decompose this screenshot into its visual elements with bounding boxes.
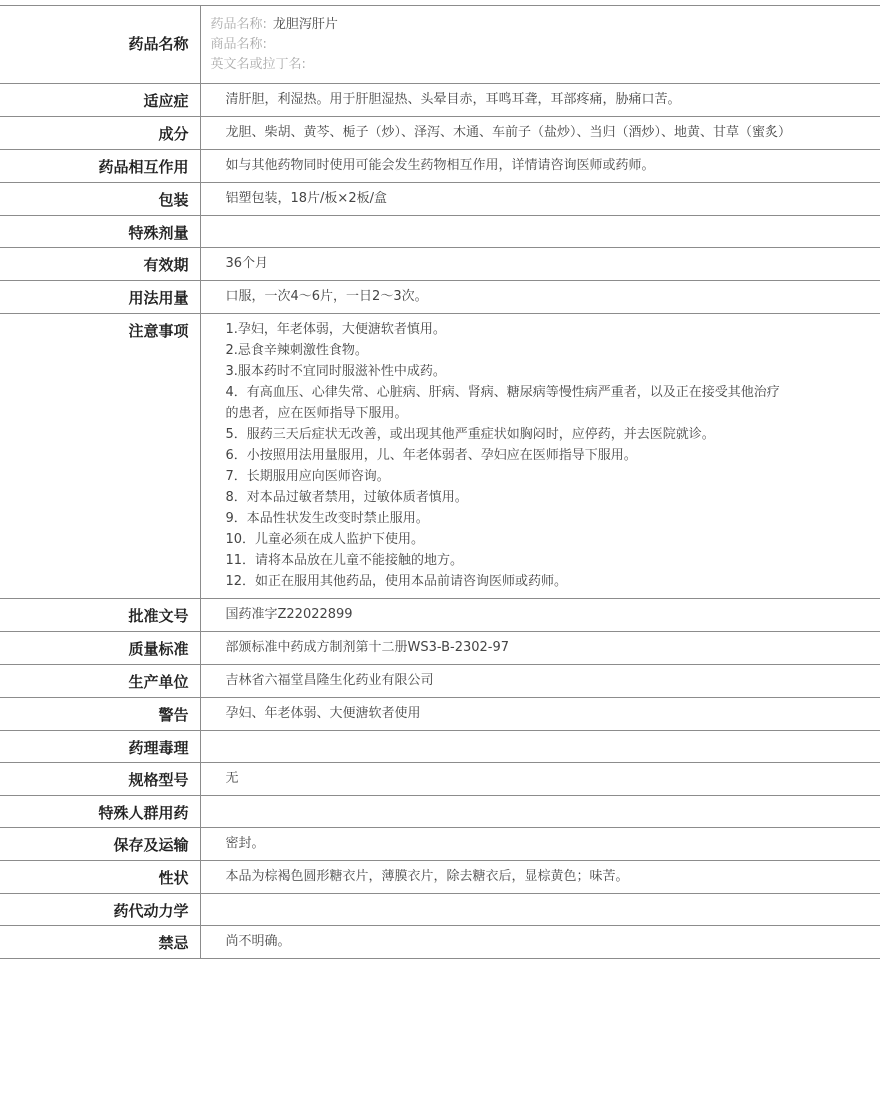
precaution-item: 7．长期服用应向医师咨询。: [225, 469, 390, 484]
precaution-item: 5．服药三天后症状无改善，或出现其他严重症状如胸闷时，应停药，并去医院就诊。: [225, 427, 715, 442]
row-value-toxicology: [200, 731, 880, 763]
row-usage: [0, 281, 880, 314]
row-drug-name: [0, 6, 880, 84]
row-label-appearance: 性状: [0, 861, 200, 894]
row-standard: [0, 632, 880, 665]
precaution-item: 8．对本品过敏者禁用，过敏体质者慎用。: [225, 490, 468, 505]
row-precautions: [0, 314, 880, 599]
row-value-drug-name: [200, 6, 880, 84]
row-validity: [0, 248, 880, 281]
row-label-indications: 适应症: [0, 84, 200, 117]
row-warning: [0, 698, 880, 731]
row-label-storage: 保存及运输: [0, 828, 200, 861]
precaution-item: 3.服本药时不宜同时服滋补性中成药。: [225, 364, 446, 379]
english-name-line: [211, 55, 861, 75]
row-label-drug-name: 药品名称: [0, 6, 200, 84]
row-manufacturer: [0, 665, 880, 698]
row-label-warning: 警告: [0, 698, 200, 731]
row-label-precautions: 注意事项: [0, 314, 200, 599]
row-value-warning: 孕妇、年老体弱、大便溏软者使用: [200, 698, 880, 731]
row-label-standard: 质量标准: [0, 632, 200, 665]
row-value-indications: 清肝胆，利湿热。用于肝胆湿热、头晕目赤，耳鸣耳聋，耳部疼痛，胁痛口苦。: [200, 84, 880, 117]
row-value-validity: 36个月: [200, 248, 880, 281]
generic-name-line: [211, 15, 861, 35]
precaution-item: 2.忌食辛辣刺激性食物。: [225, 343, 368, 358]
row-indications: [0, 84, 880, 117]
row-value-interactions: 如与其他药物同时使用可能会发生药物相互作用，详情请咨询医师或药师。: [200, 150, 880, 183]
row-appearance: [0, 861, 880, 894]
row-value-approval: 国药准字Z22022899: [200, 599, 880, 632]
row-value-contraindications: 尚不明确。: [200, 926, 880, 959]
trade-name-label: 商品名称:: [210, 37, 267, 52]
row-value-precautions: [200, 314, 880, 599]
row-label-spec: 规格型号: [0, 763, 200, 796]
row-spec: [0, 763, 880, 796]
row-value-special-dosage: [200, 216, 880, 248]
row-label-packaging: 包装: [0, 183, 200, 216]
row-label-manufacturer: 生产单位: [0, 665, 200, 698]
row-packaging: [0, 183, 880, 216]
row-value-manufacturer: 吉林省六福堂昌隆生化药业有限公司: [200, 665, 880, 698]
row-label-special-population: 特殊人群用药: [0, 796, 200, 828]
generic-name-value: 龙胆泻肝片: [272, 17, 338, 32]
row-storage: [0, 828, 880, 861]
row-ingredients: [0, 117, 880, 150]
row-label-ingredients: 成分: [0, 117, 200, 150]
row-value-spec: 无: [200, 763, 880, 796]
row-value-pharmacokinetics: [200, 894, 880, 926]
precaution-item: 1.孕妇，年老体弱，大便溏软者慎用。: [225, 322, 446, 337]
row-approval: [0, 599, 880, 632]
drug-spec-table: [0, 5, 880, 959]
row-toxicology: [0, 731, 880, 763]
row-label-approval: 批准文号: [0, 599, 200, 632]
generic-name-label: 药品名称:: [210, 17, 267, 32]
row-pharmacokinetics: [0, 894, 880, 926]
row-special-population: [0, 796, 880, 828]
row-label-contraindications: 禁忌: [0, 926, 200, 959]
precaution-item: 6．小按照用法用量服用，儿、年老体弱者、孕妇应在医师指导下服用。: [225, 448, 637, 463]
row-label-validity: 有效期: [0, 248, 200, 281]
row-label-toxicology: 药理毒理: [0, 731, 200, 763]
row-label-special-dosage: 特殊剂量: [0, 216, 200, 248]
precaution-item: 11．请将本品放在儿童不能接触的地方。: [225, 553, 464, 568]
drug-spec-sheet: [0, 5, 880, 959]
row-value-packaging: 铝塑包装，18片/板×2板/盒: [200, 183, 880, 216]
precaution-item: 10．儿童必须在成人监护下使用。: [225, 532, 425, 547]
row-interactions: [0, 150, 880, 183]
row-contraindications: [0, 926, 880, 959]
row-value-storage: 密封。: [200, 828, 880, 861]
row-value-ingredients: 龙胆、柴胡、黄芩、栀子（炒）、泽泻、木通、车前子（盐炒）、当归（酒炒）、地黄、甘草（蜜炙）: [200, 117, 880, 150]
row-value-special-population: [200, 796, 880, 828]
row-label-interactions: 药品相互作用: [0, 150, 200, 183]
row-special-dosage: [0, 216, 880, 248]
precaution-item: 4．有高血压、心律失常、心脏病、肝病、肾病、糖尿病等慢性病严重者，以及正在接受其他治疗的患者，应在医师指导下服用。: [225, 385, 780, 421]
row-label-usage: 用法用量: [0, 281, 200, 314]
row-value-appearance: 本品为棕褐色圆形糖衣片，薄膜衣片，除去糖衣后，显棕黄色；味苦。: [200, 861, 880, 894]
row-value-standard: 部颁标准中药成方制剂第十二册WS3-B-2302-97: [200, 632, 880, 665]
english-name-label: 英文名或拉丁名:: [210, 57, 306, 72]
precaution-item: 12．如正在服用其他药品，使用本品前请咨询医师或药师。: [225, 574, 568, 589]
row-value-usage: 口服，一次4～6片，一日2～3次。: [200, 281, 880, 314]
trade-name-line: [211, 35, 861, 55]
row-label-pharmacokinetics: 药代动力学: [0, 894, 200, 926]
precaution-item: 9．本品性状发生改变时禁止服用。: [225, 511, 429, 526]
